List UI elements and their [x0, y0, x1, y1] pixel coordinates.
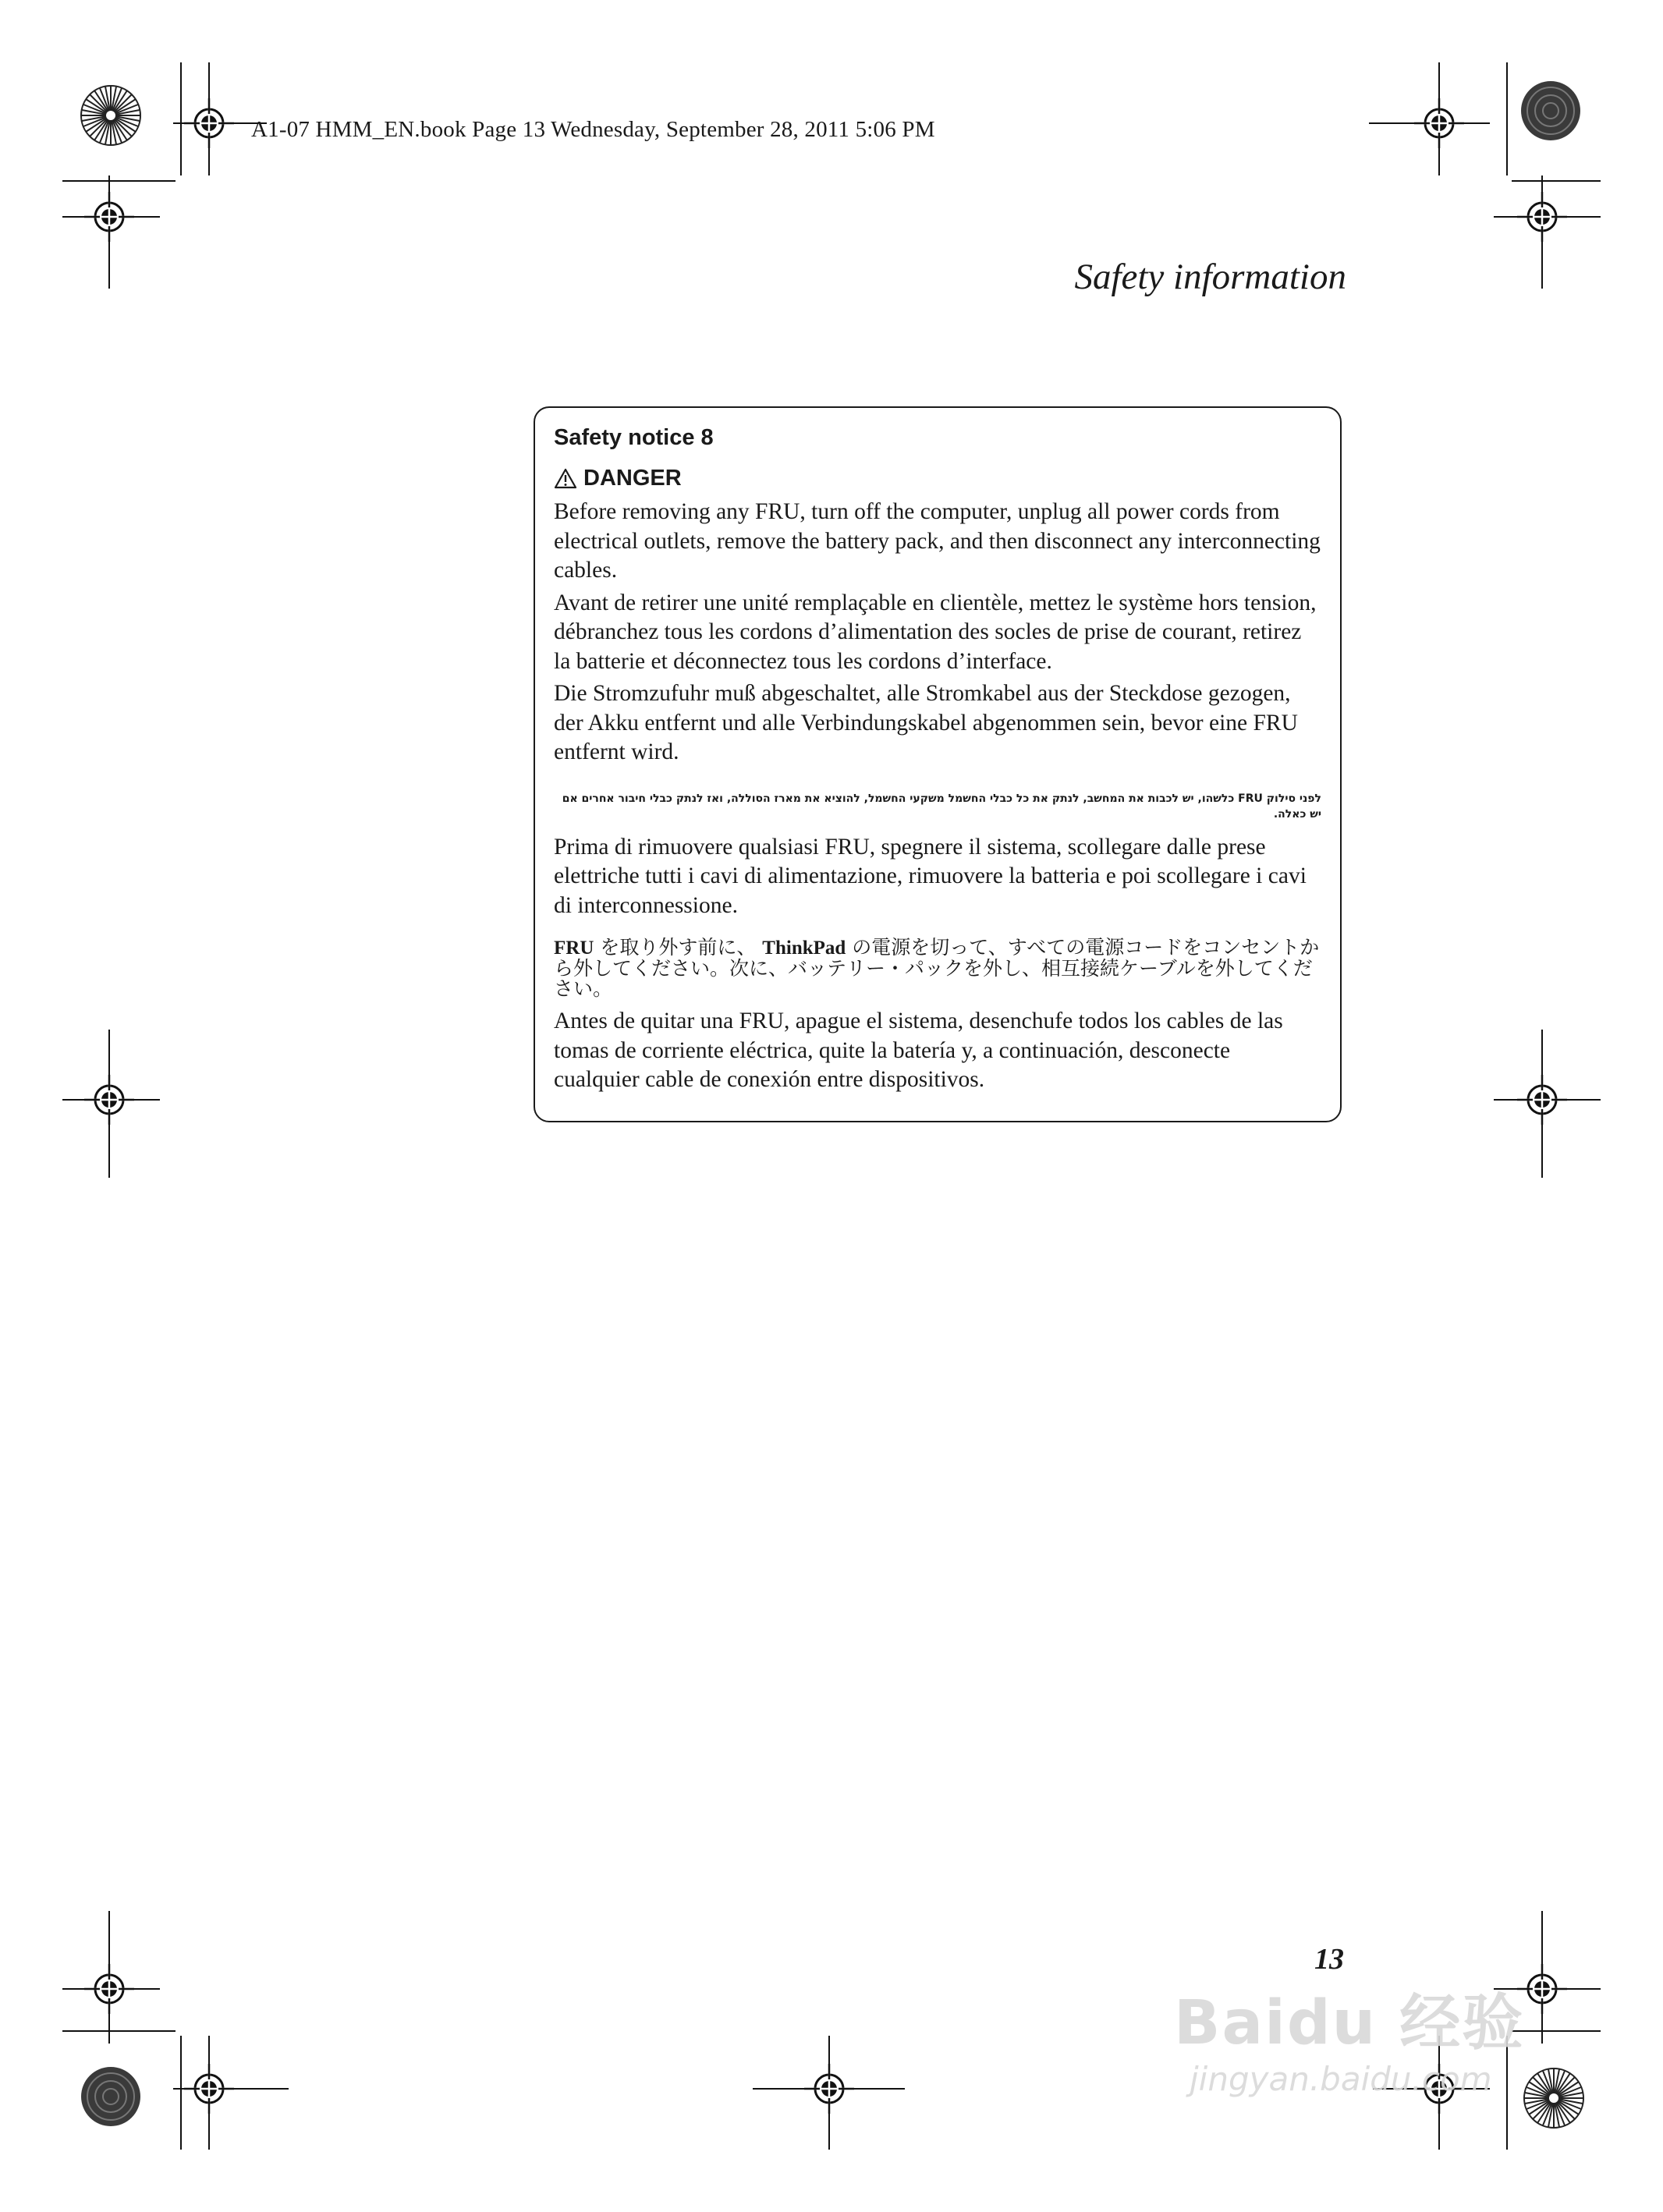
notice-text-german: Die Stromzufuhr muß abgeschaltet, alle Stromkabel aus der Steckdose gezogen, der Akku entfernt und alle Verbindungskabel abgenommen sein, bevor eine FRU entfernt wird. [554, 681, 1298, 765]
registration-mark-icon [84, 1964, 134, 2014]
registration-mark-icon [84, 192, 134, 242]
danger-label: DANGER [583, 465, 682, 491]
warning-triangle-icon [554, 468, 577, 489]
notice-text-spanish: Antes de quitar una FRU, apague el sistema, desenchufe todos los cables de las tomas de corriente eléctrica, quite la batería y, a continuación, desconecte cualquier cable de conexión entre dispositivos. [554, 1009, 1283, 1093]
color-target-icon [81, 2067, 140, 2126]
registration-mark-icon [184, 2064, 234, 2114]
notice-text-hebrew: לפני סילוק FRU כלשהו, יש לכבות את המחשב, לנתק את כל כבלי החשמל משקעי החשמל, להוציא את מארז הסוללה, ואז לנתק כבלי חיבור אחרים אם יש כאלה. [562, 792, 1321, 821]
notice-text-italian: Prima di rimuovere qualsiasi FRU, spegnere il sistema, scollegare dalle prese elettriche tutti i cavi di alimentazione, rimuovere la batteria e poi scollegare i cavi di interconnessione. [554, 834, 1307, 918]
page-number: 13 [1314, 1943, 1344, 1976]
registration-mark-icon [1517, 1075, 1567, 1125]
baidu-watermark [1174, 1988, 1525, 2098]
notice-title: Safety notice 8 [554, 425, 714, 450]
registration-mark-icon [1517, 192, 1567, 242]
section-title: Safety information [1074, 257, 1346, 297]
color-target-icon [1524, 2068, 1583, 2128]
registration-mark-icon [804, 2064, 854, 2114]
registration-mark-icon [1517, 1964, 1567, 2014]
notice-text-japanese: FRU を取り外す前に、 ThinkPad の電源を切って、すべての電源コードをコンセントから外してください。次に、バッテリー・パックを外し、相互接続ケーブルを外してください。 [554, 936, 1320, 1001]
notice-text-french: Avant de retirer une unité remplaçable en clientèle, mettez le système hors tension, débranchez tous les cordons d’alimentation des socles de prise de courant, retirez la batterie et déconnectez tous les cordons d’interface. [554, 590, 1317, 674]
color-target-icon [81, 86, 140, 145]
registration-mark-icon [84, 1075, 134, 1125]
registration-mark-icon [184, 98, 234, 148]
color-target-icon [1521, 81, 1580, 140]
watermark-url: jingyan.baidu.com [1190, 2060, 1492, 2098]
print-header: A1-07 HMM_EN.book Page 13 Wednesday, September 28, 2011 5:06 PM [251, 117, 935, 142]
notice-text-english: Before removing any FRU, turn off the computer, unplug all power cords from electrical outlets, remove the battery pack, and then disconnect any interconnecting cables. [554, 499, 1321, 583]
danger-heading [554, 464, 1321, 494]
registration-mark-icon [1414, 98, 1464, 148]
watermark-logo: Baidu 经验 [1174, 1988, 1525, 2058]
safety-notice-box [534, 406, 1342, 1122]
